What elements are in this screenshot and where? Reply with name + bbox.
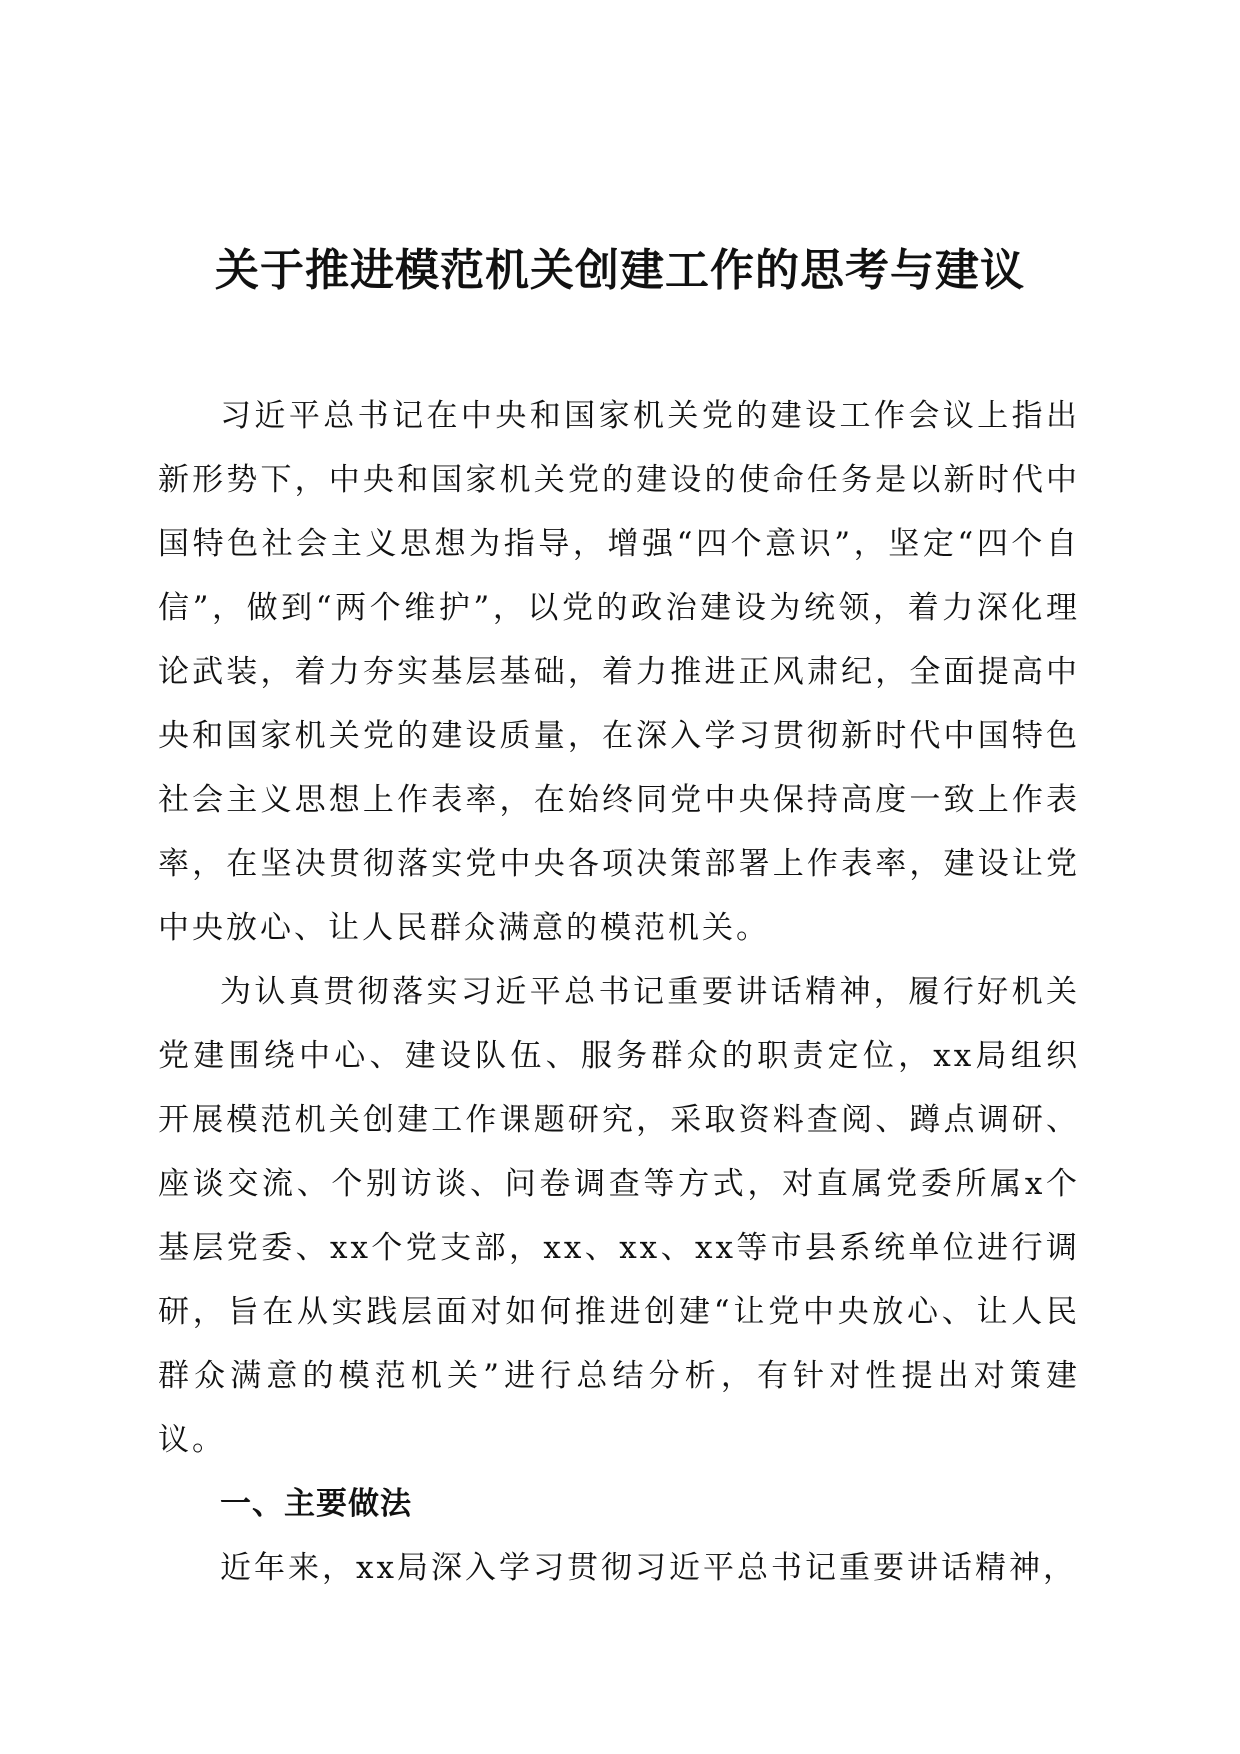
section-paragraph: 近年来，xx局深入学习贯彻习近平总书记重要讲话精神，	[220, 1550, 1077, 1586]
document-body	[158, 384, 1080, 1600]
document-title: 关于推进模范机关创建工作的思考与建议	[215, 245, 1025, 296]
body-paragraph-2: 为认真贯彻落实习近平总书记重要讲话精神，履行好机关党建围绕中心、建设队伍、服务群众的职责定位，xx局组织开展模范机关创建工作课题研究，采取资料查阅、蹲点调研、座谈交流、个别访谈、问卷调查等方式，对直属党委所属x个基层党委、xx个党支部，xx、xx、xx等市县系统单位进行调研，旨在从实践层面对如何推进创建“让党中央放心、让人民群众满意的模范机关”进行总结分析，有针对性提出对策建议。	[158, 974, 1080, 1458]
section-heading: 一、主要做法	[220, 1486, 412, 1522]
body-paragraph-1: 习近平总书记在中央和国家机关党的建设工作会议上指出新形势下，中央和国家机关党的建设的使命任务是以新时代中国特色社会主义思想为指导，增强“四个意识”，坚定“四个自信”，做到“两个维护”，以党的政治建设为统领，着力深化理论武装，着力夯实基层基础，着力推进正风肃纪，全面提高中央和国家机关党的建设质量，在深入学习贯彻新时代中国特色社会主义思想上作表率，在始终同党中央保持高度一致上作表率，在坚决贯彻落实党中央各项决策部署上作表率，建设让党中央放心、让人民群众满意的模范机关。	[158, 398, 1080, 946]
